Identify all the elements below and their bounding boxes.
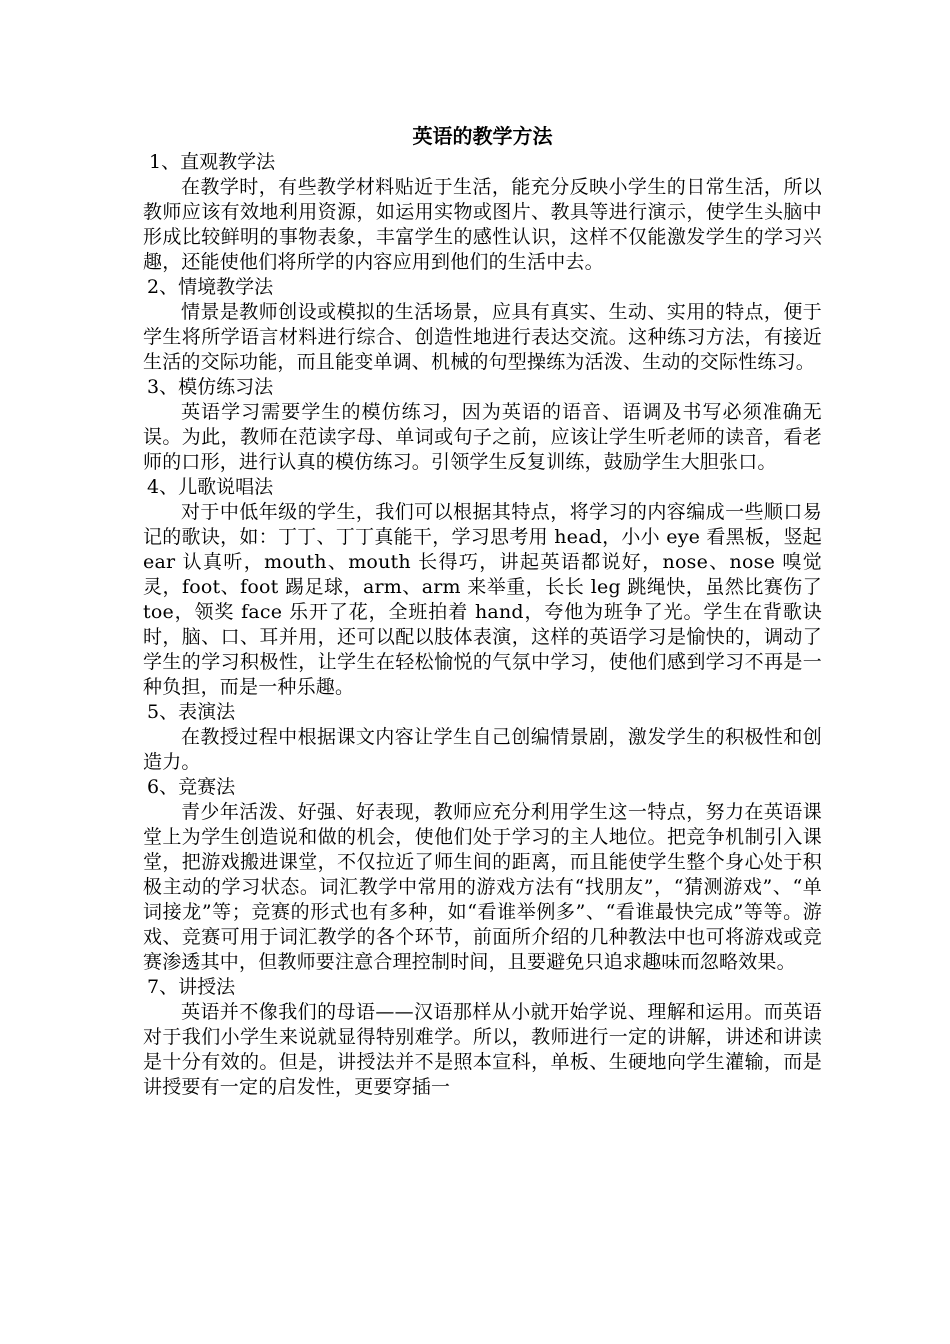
section-heading: 3、模仿练习法 — [147, 376, 274, 398]
section-heading: 5、表演法 — [147, 701, 236, 723]
section-imitation-practice — [143, 375, 822, 475]
document-title: 英语的教学方法 — [412, 124, 553, 148]
section-paragraph: 情景是教师创设或模拟的生活场景，应具有真实、生动、实用的特点，便于学生将所学语言材料进行综合、创造性地进行表达交流。这种练习方法，有接近生活的交际功能，而且能变单调、机械的句型操练为活泼、生动的交际性练习。 — [143, 301, 822, 373]
section-paragraph: 对于中低年级的学生，我们可以根据其特点，将学习的内容编成一些顺口易记的歌诀，如：丁丁、丁丁真能干，学习思考用 head，小小 eye 看黑板，竖起 ear 认真听，mouth、mouth 长得巧，讲起英语都说好，nose、nose 嗅觉灵，foot、foot 踢足球，arm、arm 来举重，长长 leg 跳绳快，虽然比赛伤了 toe，领奖 face 乐开了花，全班拍着 hand，夸他为班争了光。学生在背歌诀时，脑、口、耳并用，还可以配以肢体表演，这样的英语学习是愉快的，调动了学生的学习积极性，让学生在轻松愉悦的气氛中学习，使他们感到学习不再是一种负担，而是一种乐趣。 — [143, 501, 822, 698]
section-heading: 1、直观教学法 — [149, 151, 276, 173]
section-situational-teaching — [143, 275, 822, 375]
section-heading: 4、儿歌说唱法 — [147, 476, 274, 498]
section-heading: 7、讲授法 — [147, 976, 236, 998]
section-performance — [143, 700, 822, 775]
section-competition — [143, 775, 822, 975]
section-paragraph: 在教学时，有些教学材料贴近于生活，能充分反映小学生的日常生活，所以教师应该有效地利用资源，如运用实物或图片、教具等进行演示，使学生头脑中形成比较鲜明的事物表象，丰富学生的感性认识，这样不仅能激发学生的学习兴趣，还能使他们将所学的内容应用到他们的生活中去。 — [143, 176, 822, 273]
document-body — [143, 122, 822, 1100]
section-paragraph: 英语学习需要学生的模仿练习，因为英语的语音、语调及书写必须准确无误。为此，教师在范读字母、单词或句子之前，应该让学生听老师的读音，看老师的口形，进行认真的模仿练习。引领学生反复训练，鼓励学生大胆张口。 — [143, 401, 822, 473]
section-lecture — [143, 975, 822, 1100]
section-nursery-rhyme — [143, 475, 822, 700]
section-intuitive-teaching — [143, 150, 822, 275]
section-paragraph: 青少年活泼、好强、好表现，教师应充分利用学生这一特点，努力在英语课堂上为学生创造说和做的机会，使他们处于学习的主人地位。把竞争机制引入课堂，把游戏搬进课堂，不仅拉近了师生间的距离，而且能使学生整个身心处于积极主动的学习状态。词汇教学中常用的游戏方法有“找朋友”，“猜测游戏”、“单词接龙”等；竞赛的形式也有多种，如“看谁举例多”、“看谁最快完成”等等。游戏、竞赛可用于词汇教学的各个环节，前面所介绍的几种教法中也可将游戏或竞赛渗透其中，但教师要注意合理控制时间，且要避免只追求趣味而忽略效果。 — [143, 801, 822, 973]
section-heading: 6、竞赛法 — [147, 776, 236, 798]
section-paragraph: 英语并不像我们的母语——汉语那样从小就开始学说、理解和运用。而英语对于我们小学生来说就显得特别难学。所以，教师进行一定的讲解，讲述和讲读是十分有效的。但是，讲授法并不是照本宣科，单板、生硬地向学生灌输，而是讲授要有一定的启发性，更要穿插一 — [143, 1001, 822, 1098]
section-heading: 2、情境教学法 — [147, 276, 274, 298]
section-paragraph: 在教授过程中根据课文内容让学生自己创编情景剧，激发学生的积极性和创造力。 — [143, 726, 822, 773]
